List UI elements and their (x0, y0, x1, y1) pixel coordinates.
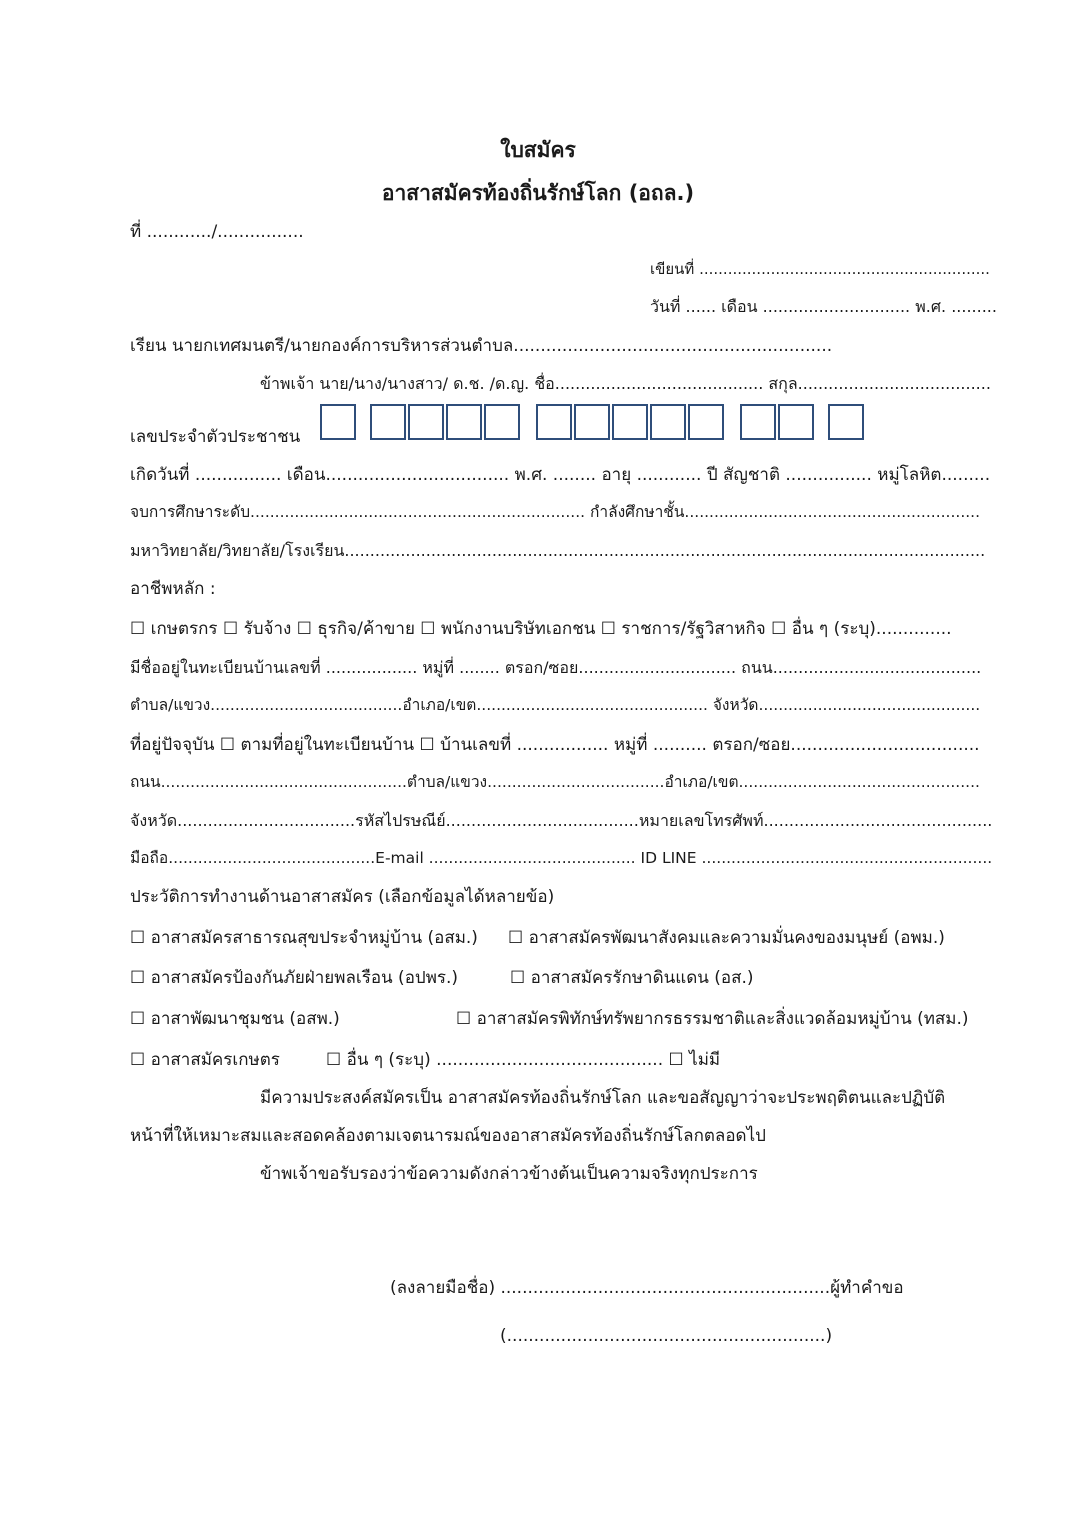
school-field[interactable]: มหาวิทยาลัย/วิทยาลัย/โรงเรียน.............................................................................................................................. (130, 541, 986, 560)
checkbox-opm[interactable]: ☐ อาสาสมัครพัฒนาสังคมและความมั่นคงของมนุษย์ (อพม.) (508, 928, 945, 948)
citizen-id-digit-box[interactable] (778, 404, 814, 440)
applicant-name-field[interactable]: ข้าพเจ้า นาย/นาง/นางสาว/ ด.ช. /ด.ญ. ชื่อ......................................... สกุล...................................... (260, 374, 991, 393)
citizen-id-digit-box[interactable] (536, 404, 572, 440)
citizen-id-label: เลขประจำตัวประชาชน (130, 427, 301, 447)
declaration-line-1: มีความประสงค์สมัครเป็น อาสาสมัครท้องถิ่นรักษ์โลก และขอสัญญาว่าจะประพฤติตนและปฏิบัติ (260, 1088, 946, 1108)
citizen-id-digit-box[interactable] (740, 404, 776, 440)
checkbox-osm[interactable]: ☐ อาสาสมัครสาธารณสุขประจำหมู่บ้าน (อสม.) (130, 928, 478, 948)
occupation-checkboxes[interactable]: ☐ เกษตรกร ☐ รับจ้าง ☐ ธุรกิจ/ค้าขาย ☐ พนักงานบริษัทเอกชน ☐ ราชการ/รัฐวิสาหกิจ ☐ อื่น ๆ (ระบุ).............. (130, 619, 952, 639)
form-subtitle: อาสาสมัครท้องถิ่นรักษ์โลก (อถล.) (381, 181, 695, 205)
citizen-id-digit-box[interactable] (612, 404, 648, 440)
citizen-id-digit-box[interactable] (574, 404, 610, 440)
education-field[interactable]: จบการศึกษาระดับ.................................................................... กำลังศึกษาชั้น............................................................ (130, 503, 981, 521)
citizen-id-digit-box[interactable] (688, 404, 724, 440)
certification-line: ข้าพเจ้าขอรับรองว่าข้อความดังกล่าวข้างต้นเป็นความจริงทุกประการ (260, 1164, 758, 1184)
date-field[interactable]: วันที่ ...... เดือน ............................. พ.ศ. ......... (650, 297, 997, 316)
signature-line[interactable]: (ลงลายมือชื่อ) .............................................................ผู้ทำคำขอ (390, 1278, 904, 1298)
checkbox-os[interactable]: ☐ อาสาสมัครรักษาดินแดน (อส.) (510, 968, 754, 988)
citizen-id-digit-box[interactable] (370, 404, 406, 440)
written-at-field[interactable]: เขียนที่ ............................................................. (650, 260, 990, 278)
citizen-id-digit-box[interactable] (446, 404, 482, 440)
registered-address-line-2[interactable]: ตำบล/แขวง.......................................อำเภอ/เขต............................................... จังหวัด............................................. (130, 696, 981, 714)
reference-number-field[interactable]: ที่ ............/................ (130, 222, 304, 242)
occupation-label: อาชีพหลัก : (130, 579, 216, 599)
citizen-id-digit-box[interactable] (484, 404, 520, 440)
registered-address-line-1[interactable]: มีชื่ออยู่ในทะเบียนบ้านเลขที่ .................. หมู่ที่ ........ ตรอก/ซอย............................... ถนน......................................... (130, 658, 982, 677)
checkbox-tsm[interactable]: ☐ อาสาสมัครพิทักษ์ทรัพยากรธรรมชาติและสิ่งแวดล้อมหมู่บ้าน (ทสม.) (456, 1009, 969, 1029)
citizen-id-digit-box[interactable] (828, 404, 864, 440)
citizen-id-digit-box[interactable] (320, 404, 356, 440)
citizen-id-digit-box[interactable] (650, 404, 686, 440)
contact-line[interactable]: มือถือ..........................................E-mail .......................................... ID LINE ........................................................... (130, 849, 993, 867)
form-title: ใบสมัคร (500, 138, 576, 162)
current-address-line-2[interactable]: ถนน..................................................ตำบล/แขวง....................................อำเภอ/เขต................................................. (130, 773, 980, 791)
current-address-line-1[interactable]: ที่อยู่ปัจจุบัน ☐ ตามที่อยู่ในทะเบียนบ้าน ☐ บ้านเลขที่ ................. หมู่ที่ .......... ตรอก/ซอย................................... (130, 735, 980, 755)
signature-name-field[interactable]: (...........................................................) (500, 1326, 833, 1346)
checkbox-farmer[interactable]: ☐ อาสาสมัครเกษตร (130, 1050, 280, 1070)
citizen-id-digit-box[interactable] (408, 404, 444, 440)
volunteer-history-label: ประวัติการทำงานด้านอาสาสมัคร (เลือกข้อมูลได้หลายข้อ) (130, 887, 555, 907)
checkbox-other-none[interactable]: ☐ อื่น ๆ (ระบุ) .......................................... ☐ ไม่มี (326, 1050, 721, 1070)
current-address-line-3[interactable]: จังหวัด...................................รหัสไปรษณีย์......................................หมายเลขโทรศัพท์............................................. (130, 811, 993, 830)
salutation-line[interactable]: เรียน นายกเทศมนตรี/นายกองค์การบริหารส่วนตำบล........................................................... (130, 336, 833, 356)
checkbox-osp[interactable]: ☐ อาสาพัฒนาชุมชน (อสพ.) (130, 1009, 340, 1029)
birth-info-field[interactable]: เกิดวันที่ ................ เดือน.................................. พ.ศ. ........ อายุ ............ ปี สัญชาติ ................ หมู่โลหิต......... (130, 465, 991, 485)
declaration-line-2: หน้าที่ให้เหมาะสมและสอดคล้องตามเจตนารมณ์ของอาสาสมัครท้องถิ่นรักษ์โลกตลอดไป (130, 1126, 766, 1146)
checkbox-oppr[interactable]: ☐ อาสาสมัครป้องกันภัยฝ่ายพลเรือน (อปพร.) (130, 968, 459, 988)
